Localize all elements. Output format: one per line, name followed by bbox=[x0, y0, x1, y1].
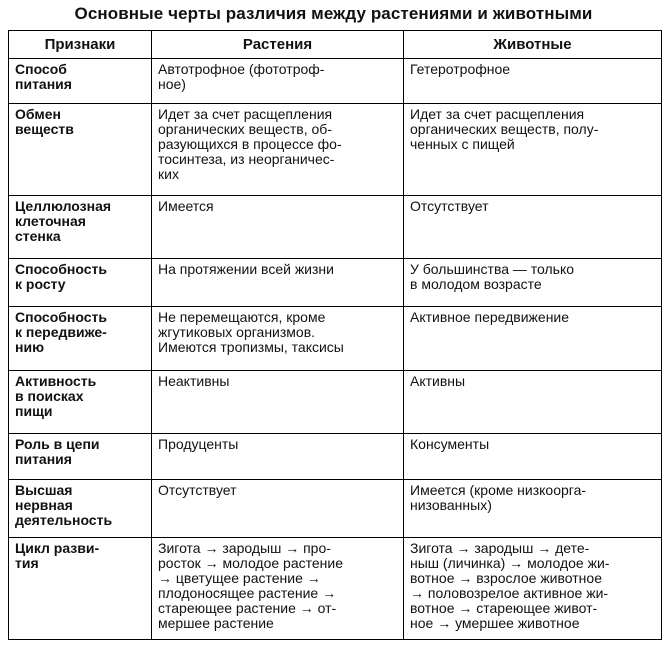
row-animals-value: Гетеротрофное bbox=[404, 59, 662, 104]
row-feature: Высшая нервная деятельность bbox=[9, 480, 152, 538]
row-animals-value: Идет за счет расщепления органических веществ, полу- ченных с пищей bbox=[404, 104, 662, 196]
table-row bbox=[9, 259, 662, 307]
row-feature: Целлюлозная клеточная стенка bbox=[9, 196, 152, 259]
table-row bbox=[9, 307, 662, 371]
table-row bbox=[9, 59, 662, 104]
row-animals-value: Зигота → зародыш → дете- ныш (личинка) → молодое жи- вотное → взрослое животное → половозрелое активное жи- вотное → стареющее живот- ное → умершее животное bbox=[404, 538, 662, 640]
row-plants-value: Отсутствует bbox=[152, 480, 404, 538]
row-feature: Способность к передвиже- нию bbox=[9, 307, 152, 371]
table-row bbox=[9, 480, 662, 538]
header-plants: Растения bbox=[152, 31, 404, 59]
row-feature: Активность в поисках пищи bbox=[9, 371, 152, 434]
row-animals-value: Отсутствует bbox=[404, 196, 662, 259]
row-animals-value: Активное передвижение bbox=[404, 307, 662, 371]
header-features: Признаки bbox=[9, 31, 152, 59]
row-feature: Цикл разви- тия bbox=[9, 538, 152, 640]
row-plants-value: Автотрофное (фототроф- ное) bbox=[152, 59, 404, 104]
row-plants-value: Продуценты bbox=[152, 434, 404, 480]
row-feature: Роль в цепи питания bbox=[9, 434, 152, 480]
table-row bbox=[9, 371, 662, 434]
table-row bbox=[9, 434, 662, 480]
row-animals-value: Консументы bbox=[404, 434, 662, 480]
row-animals-value: У большинства — только в молодом возрасте bbox=[404, 259, 662, 307]
row-feature: Способность к росту bbox=[9, 259, 152, 307]
row-plants-value: Имеется bbox=[152, 196, 404, 259]
row-feature: Обмен веществ bbox=[9, 104, 152, 196]
row-plants-value: Неактивны bbox=[152, 371, 404, 434]
row-animals-value: Активны bbox=[404, 371, 662, 434]
table-row bbox=[9, 196, 662, 259]
row-feature: Способ питания bbox=[9, 59, 152, 104]
row-plants-value: Идет за счет расщепления органических веществ, об- разующихся в процессе фо- тосинтеза, из неорганичес- ких bbox=[152, 104, 404, 196]
header-animals: Животные bbox=[404, 31, 662, 59]
row-plants-value: На протяжении всей жизни bbox=[152, 259, 404, 307]
table-row bbox=[9, 104, 662, 196]
table-header-row bbox=[9, 31, 662, 59]
row-animals-value: Имеется (кроме низкоорга- низованных) bbox=[404, 480, 662, 538]
page-title: Основные черты различия между растениями и животными bbox=[74, 4, 593, 23]
table-row bbox=[9, 538, 662, 640]
row-plants-value: Не перемещаются, кроме жгутиковых организмов. Имеются тропизмы, таксисы bbox=[152, 307, 404, 371]
comparison-table bbox=[8, 30, 662, 640]
row-plants-value: Зигота → зародыш → про- росток → молодое растение → цветущее растение → плодоносящее растение → стареющее растение → от- мершее растение bbox=[152, 538, 404, 640]
